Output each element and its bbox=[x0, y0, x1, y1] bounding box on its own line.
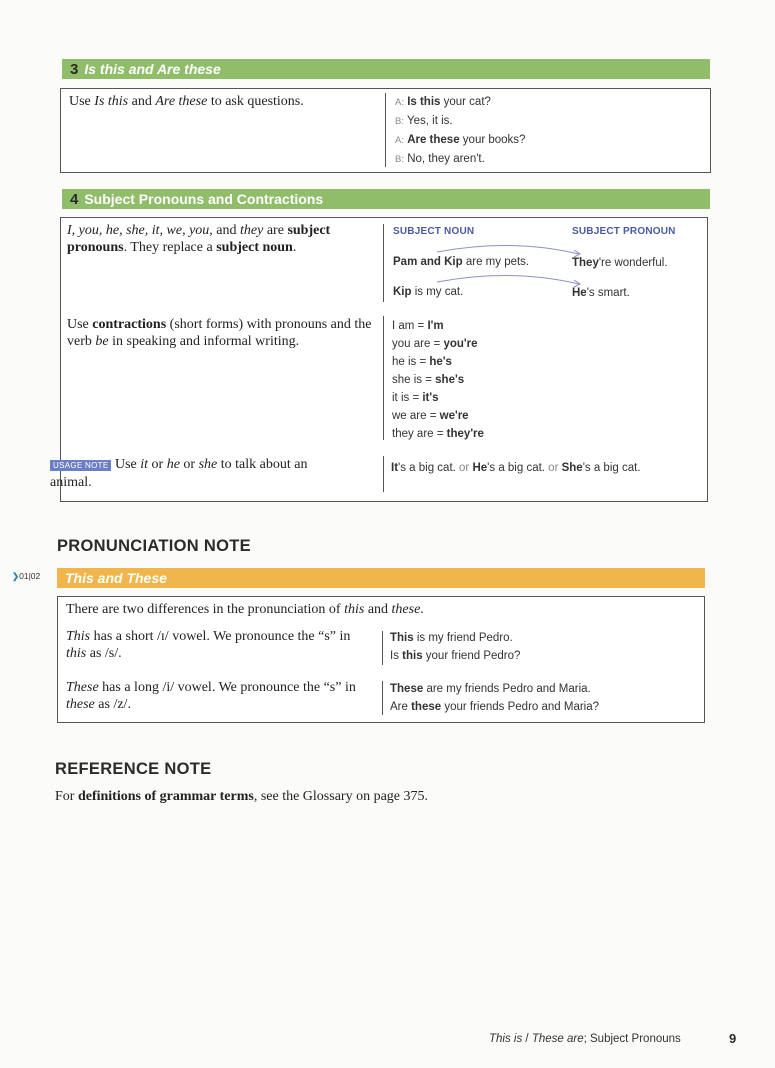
example-pronoun-1: They're wonderful. bbox=[572, 257, 668, 269]
list-item: it is = it's bbox=[392, 392, 439, 404]
usage-note-badge: USAGE NOTE bbox=[50, 460, 111, 471]
example-line: Are these your friends Pedro and Maria? bbox=[390, 701, 600, 713]
page-number: 9 bbox=[729, 1031, 737, 1046]
section-number: 3 bbox=[70, 60, 79, 78]
pronunciation-box bbox=[57, 596, 705, 723]
contractions-explanation: Use contractions (short forms) with pronouns and the verb be in speaking and informal writing. bbox=[67, 317, 372, 349]
section-title: Subject Pronouns and Contractions bbox=[84, 191, 324, 207]
this-explanation: This has a short /ɪ/ vowel. We pronounce the “s” in this as /s/. bbox=[66, 629, 351, 661]
list-item: she is = she's bbox=[392, 374, 465, 386]
dialogue bbox=[395, 93, 525, 169]
divider bbox=[382, 631, 383, 665]
pronunciation-note-heading: PRONUNCIATION NOTE bbox=[57, 537, 251, 555]
list-item: he is = he's bbox=[392, 356, 452, 368]
example-line: Is this your friend Pedro? bbox=[390, 650, 521, 662]
dialogue-line: B: Yes, it is. bbox=[395, 115, 453, 127]
pronunciation-title: This and These bbox=[65, 570, 167, 586]
dialogue-line: A: Are these your books? bbox=[395, 134, 526, 146]
list-item: they are = they're bbox=[392, 428, 484, 440]
list-item: I am = I'm bbox=[392, 320, 444, 332]
usage-note: USAGE NOTE Use it or he or she to talk about an animal. bbox=[50, 457, 308, 490]
divider bbox=[385, 93, 386, 167]
dialogue-line: B: No, they aren't. bbox=[395, 153, 485, 165]
list-item: you are = you're bbox=[392, 338, 478, 350]
example-noun-2: Kip is my cat. bbox=[393, 286, 464, 298]
page-footer-title: This is / These are; Subject Pronouns bbox=[489, 1033, 681, 1045]
example-line: These are my friends Pedro and Maria. bbox=[390, 683, 591, 695]
pronunciation-header bbox=[57, 568, 705, 588]
subject-pronoun-header: SUBJECT PRONOUN bbox=[572, 226, 676, 237]
audio-icon: ❯ bbox=[12, 571, 20, 581]
subject-noun-header: SUBJECT NOUN bbox=[393, 226, 475, 237]
subject-pronouns-explanation: I, you, he, she, it, we, you, and they are subject pronouns. They replace a subject noun. bbox=[67, 223, 331, 255]
section4-header bbox=[62, 189, 710, 209]
list-item: we are = we're bbox=[392, 410, 469, 422]
pronunciation-intro: There are two differences in the pronunciation of this and these. bbox=[66, 602, 424, 617]
divider bbox=[383, 316, 384, 440]
example-noun-1: Pam and Kip are my pets. bbox=[393, 256, 530, 268]
contractions-list bbox=[392, 317, 484, 443]
example-line: This is my friend Pedro. bbox=[390, 632, 513, 644]
this-examples bbox=[390, 629, 520, 665]
these-explanation: These has a long /i/ vowel. We pronounce the “s” in these as /z/. bbox=[66, 680, 356, 712]
section3-box bbox=[60, 88, 711, 173]
audio-track-label[interactable]: ❯01|02 bbox=[12, 571, 41, 581]
example-pronoun-2: He's smart. bbox=[572, 287, 630, 299]
reference-note-heading: REFERENCE NOTE bbox=[55, 760, 212, 778]
dialogue-line: A: Is this your cat? bbox=[395, 96, 491, 108]
reference-note-text: For definitions of grammar terms, see the Glossary on page 375. bbox=[55, 789, 429, 804]
divider bbox=[383, 224, 384, 302]
divider bbox=[382, 681, 383, 715]
section3-header bbox=[62, 59, 710, 79]
usage-example: It's a big cat. or He's a big cat. or She's a big cat. bbox=[391, 462, 641, 474]
section-number: 4 bbox=[70, 190, 79, 208]
divider bbox=[383, 456, 384, 492]
section3-explanation: Use Is this and Are these to ask questions. bbox=[69, 94, 304, 109]
section-title: Is this and Are these bbox=[84, 61, 221, 77]
these-examples bbox=[390, 680, 599, 716]
